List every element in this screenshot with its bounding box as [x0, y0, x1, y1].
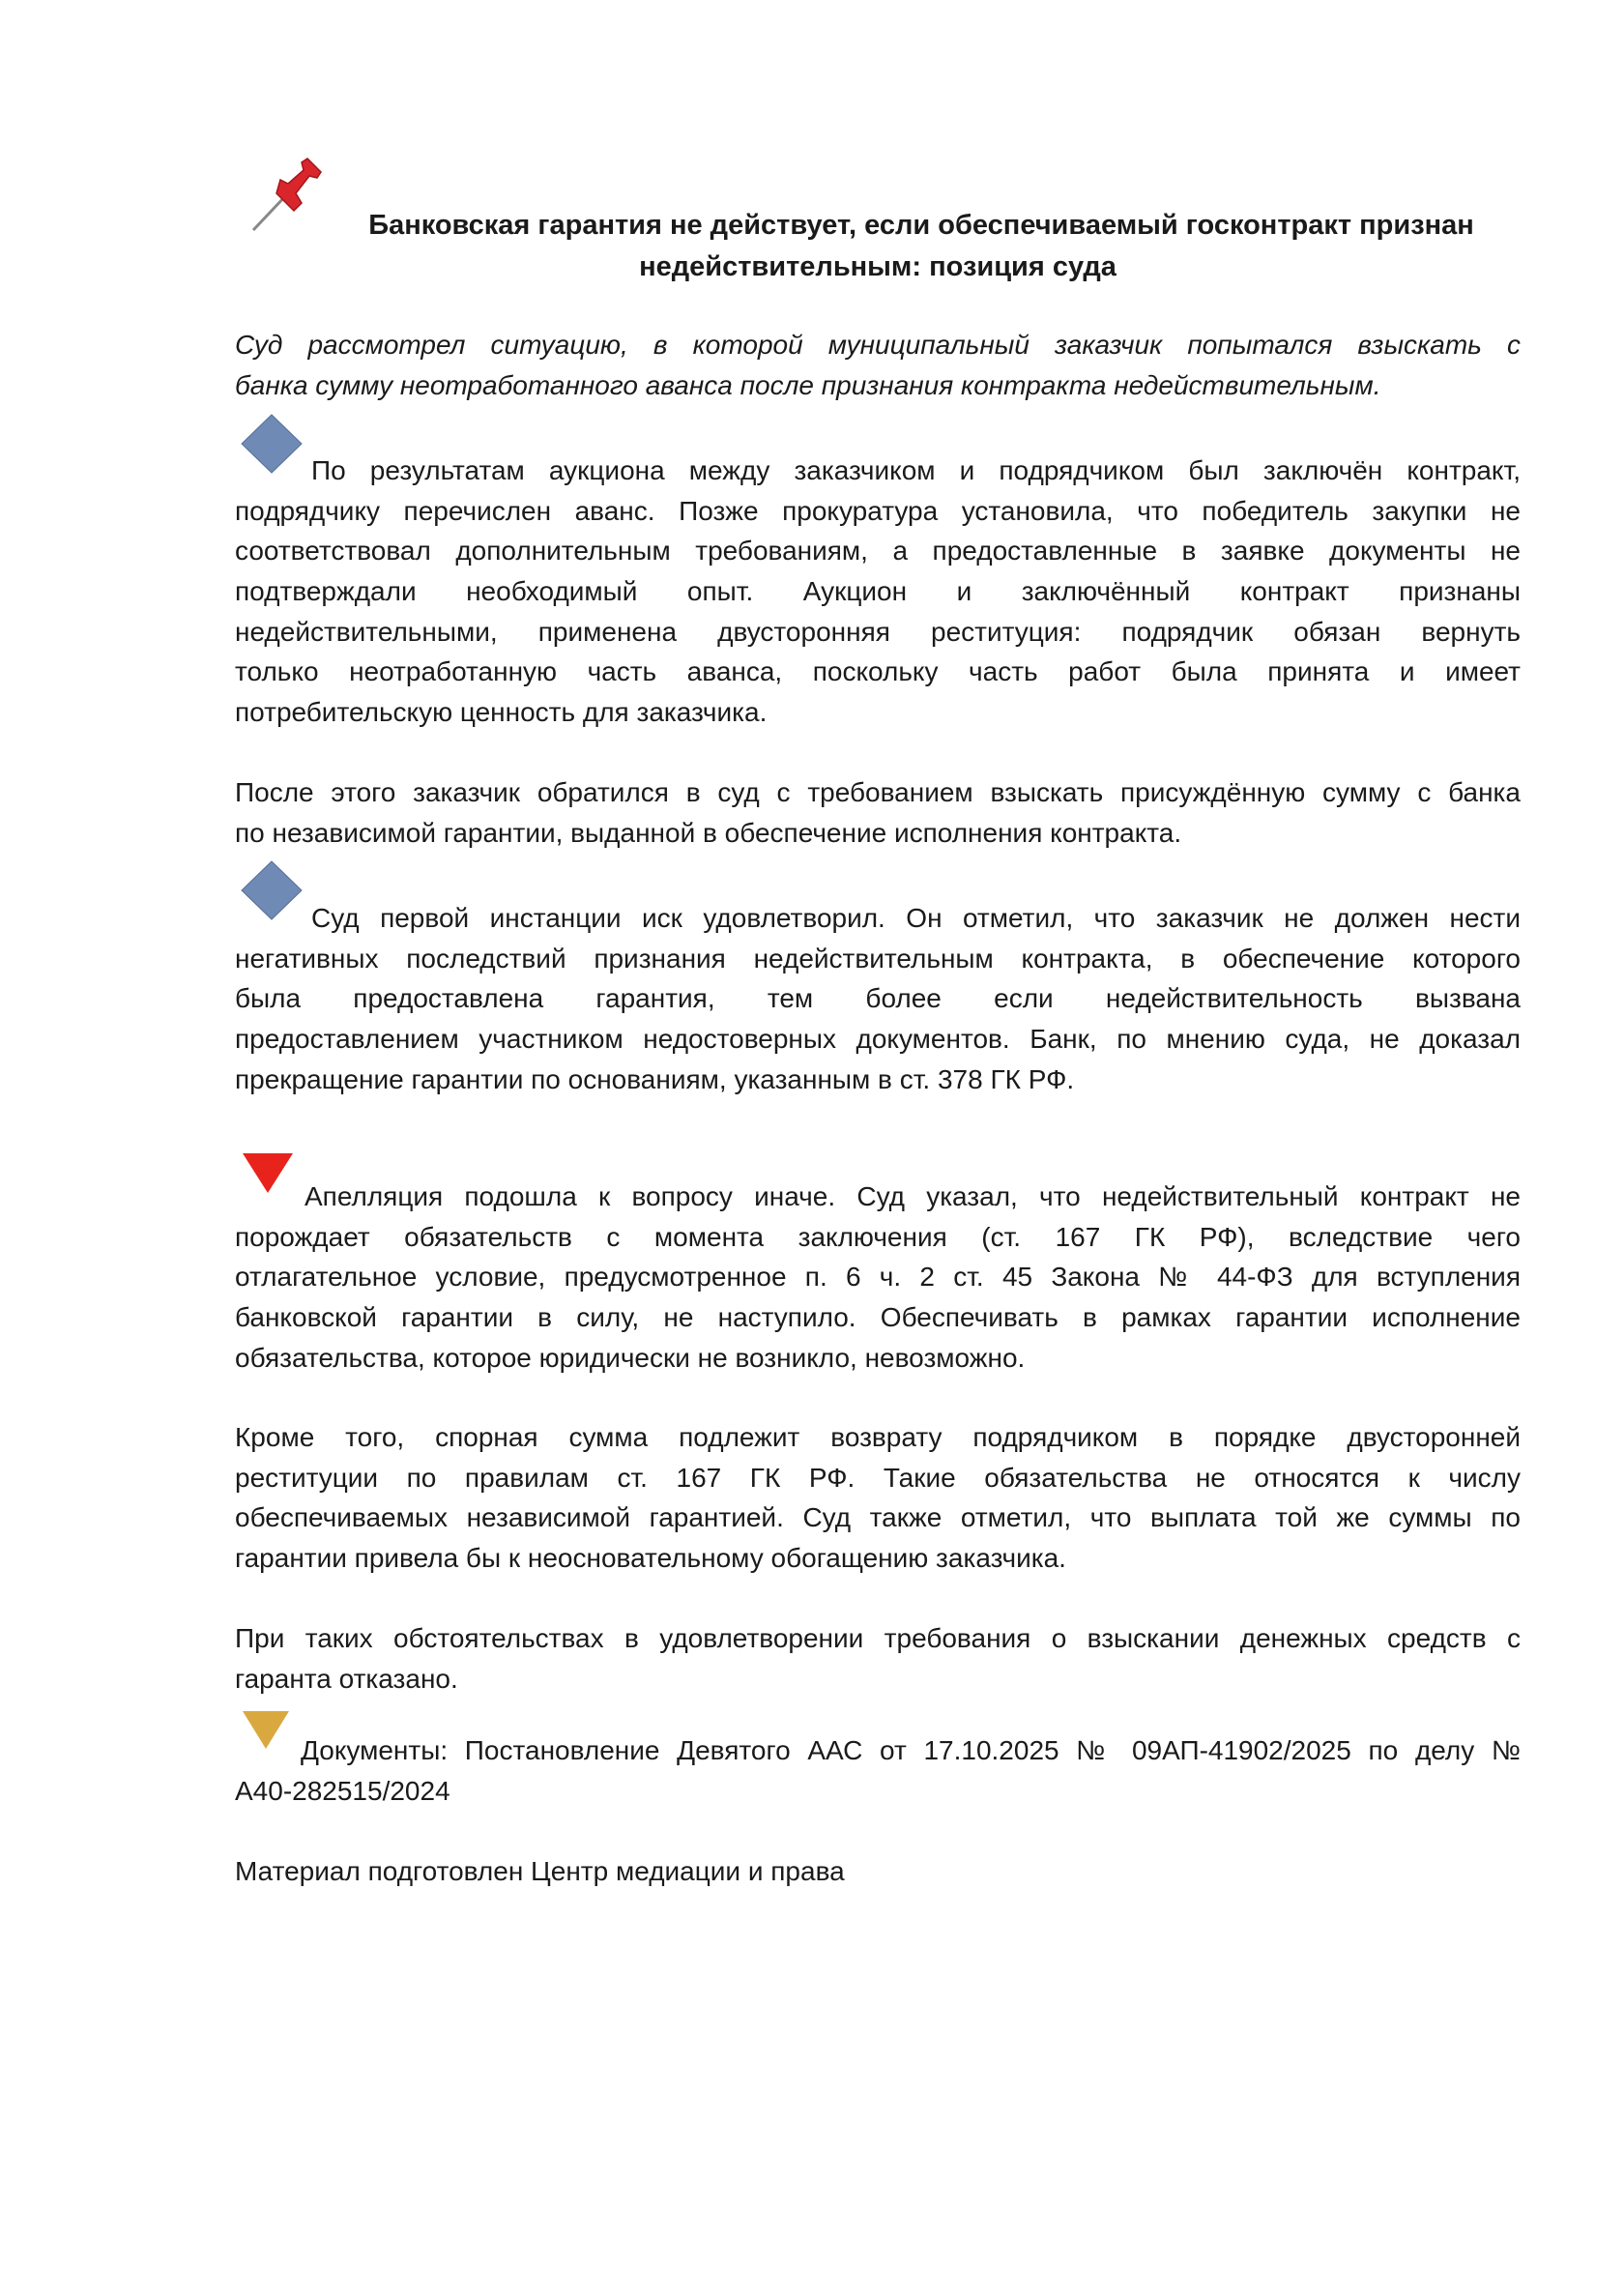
text-line: предоставлением участником недостоверных документов. Банк, по мнению суда, не доказал: [235, 1024, 1521, 1055]
paragraph-4: [235, 1177, 1521, 1378]
text-line: гаранта отказано.: [235, 1663, 458, 1694]
text-line: обязательства, которое юридически не возникло, невозможно.: [235, 1342, 1026, 1373]
text-line: отлагательное условие, предусмотренное п. 6 ч. 2 ст. 45 Закона № 44-ФЗ для вступления: [235, 1262, 1521, 1293]
text-line: реституции по правилам ст. 167 ГК РФ. Такие обязательства не относятся к числу: [235, 1462, 1521, 1493]
text-line: По результатам аукциона между заказчиком и подрядчиком был заключён контракт,: [311, 455, 1521, 485]
paragraph-2: [235, 772, 1521, 853]
text-line: банковской гарантии в силу, не наступило. Обеспечивать в рамках гарантии исполнение: [235, 1302, 1521, 1333]
text-line: порождает обязательств с момента заключения (ст. 167 ГК РФ), вследствие чего: [235, 1221, 1521, 1252]
paragraph-1: [235, 450, 1521, 733]
text-line: Материал подготовлен Центр медиации и права: [235, 1856, 845, 1886]
title-line-1: Банковская гарантия не действует, если обеспечиваемый госконтракт признан: [368, 210, 1474, 241]
text-line: При таких обстоятельствах в удовлетворении требования о взыскании денежных средств с: [235, 1623, 1521, 1653]
text-line: только неотработанную часть аванса, поскольку часть работ была принята и имеет: [235, 656, 1521, 687]
text-line: негативных последствий признания недействительным контракта, в обеспечение которого: [235, 943, 1521, 974]
text-line: соответствовал дополнительным требованиям, а предоставленные в заявке документы не: [235, 536, 1521, 567]
paragraph-6: [235, 1618, 1521, 1699]
text-line: Суд рассмотрел ситуацию, в которой муниципальный заказчик попытался взыскать с: [235, 330, 1521, 360]
text-line: Суд первой инстанции иск удовлетворил. Он отметил, что заказчик не должен нести: [311, 903, 1521, 933]
text-line: Апелляция подошла к вопросу иначе. Суд указал, что недействительный контракт не: [304, 1181, 1521, 1211]
text-line: А40-282515/2024: [235, 1775, 450, 1806]
text-line: Документы: Постановление Девятого ААС от 17.10.2025 № 09АП-41902/2025 по делу №: [301, 1735, 1521, 1765]
lead-paragraph: [235, 325, 1521, 405]
text-line: по независимой гарантии, выданной в обеспечение исполнения контракта.: [235, 817, 1182, 848]
paragraph-3: [235, 898, 1521, 1099]
text-line: подтверждали необходимый опыт. Аукцион и заключённый контракт признаны: [235, 576, 1521, 607]
text-line: гарантии привела бы к неосновательному обогащению заказчика.: [235, 1543, 1066, 1574]
documents-reference: [235, 1730, 1521, 1811]
text-line: банка сумму неотработанного аванса после признания контракта недействительным.: [235, 369, 1381, 400]
title-line-2: недействительным: позиция суда: [639, 251, 1116, 282]
text-line: После этого заказчик обратился в суд с требованием взыскать присуждённую сумму с банка: [235, 777, 1521, 807]
page-title: [235, 205, 1521, 288]
text-line: обеспечиваемых независимой гарантией. Суд также отметил, что выплата той же суммы по: [235, 1502, 1521, 1533]
text-line: потребительскую ценность для заказчика.: [235, 697, 768, 728]
text-line: была предоставлена гарантия, тем более если недействительность вызвана: [235, 983, 1521, 1014]
footer-credit: [235, 1851, 1521, 1892]
text-line: недействительными, применена двусторонняя реституция: подрядчик обязан вернуть: [235, 616, 1521, 647]
text-line: подрядчику перечислен аванс. Позже прокуратура установила, что победитель закупки не: [235, 495, 1521, 526]
paragraph-5: [235, 1417, 1521, 1579]
text-line: прекращение гарантии по основаниям, указанным в ст. 378 ГК РФ.: [235, 1063, 1075, 1094]
text-line: Кроме того, спорная сумма подлежит возврату подрядчиком в порядке двусторонней: [235, 1422, 1521, 1452]
